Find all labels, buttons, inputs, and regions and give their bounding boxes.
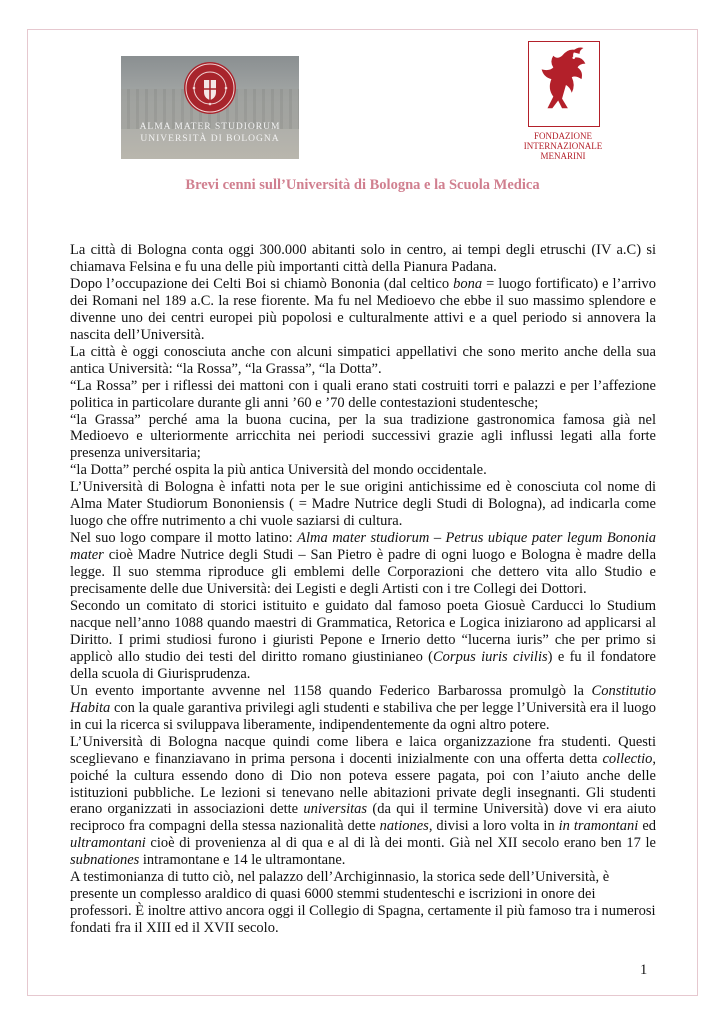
body-paragraph [70,344,656,378]
italic-text: Corpus iuris civilis [433,648,548,665]
body-paragraph [70,734,656,870]
italic-text: Alma mater studiorum – Petrus ubique pater legum Bononia mater [70,530,656,564]
paragraph-text: “La Rossa” per i riflessi dei mattoni con i quali erano stati costruiti torri e palazzi e per l’affezione politica in particolare durante gli anni ’60 e ’70 delle contestazioni studentesche; [70,377,656,411]
body-paragraph [70,479,656,530]
paragraph-text: Secondo un comitato di storici istituito e guidato dal famoso poeta Giosuè Carducci lo Studium nacque nell’anno 1088 quando maestri di Grammatica, Retorica e Logica iniziarono ad applicarsi al Diritto. I primi studiosi furono i giuristi Pepone e Irnerio detto “lucerna iuris” che per primo si applicò allo studio dei testi del diritto romano giustinianeo ( [70,598,656,665]
italic-text: bona [453,275,483,292]
paragraph-text: = luogo fortificato) e l’arrivo dei Romani nel 189 a.C. la rese fiorente. Ma fu nel Medioevo che ebbe il suo massimo splendore e divenne uno dei centri europei più popolosi e culturalmente attivi e a quel periodo si annovera la nascita dell’Università. [70,275,656,343]
body-paragraph [70,378,656,412]
paragraph-text: , poiché la cultura essendo dono di Dio non poteva essere pagata, poi con l’aiuto anche delle istituzioni pubbliche. Le lezioni si tenevano nelle abitazioni private degli insegnanti. Gli studenti erano organizzati in associazioni dette [70,750,656,818]
italic-text: subnationes [70,852,140,869]
paragraph-text: ) e fu il fondatore della scuola di Giurisprudenza. [70,648,656,682]
body-paragraph [70,683,656,734]
logo-line-2: UNIVERSITÀ DI BOLOGNA [140,134,280,144]
body-paragraph [70,462,656,479]
paragraph-text: La città è oggi conosciuta anche con alcuni simpatici appellativi che sono merito anche della sua antica Università: “la Rossa”, “la Grassa”, “la Dotta”. [70,343,656,377]
griffin-emblem-icon [528,41,600,127]
paragraph-text: Dopo l’occupazione dei Celti Boi si chiamò Bononia (dal celtico [70,275,454,292]
italic-text: ultramontani [70,835,146,852]
fondazione-line-1: FONDAZIONE [534,131,592,141]
paragraph-text: L’Università di Bologna è infatti nota per le sue origini antichissime ed è conosciuta col nome di Alma Mater Studiorum Bononiensis ( = Madre Nutrice degli Studi di Bologna), ad indicarla come luogo che offre nutrimento a chi vuole saziarsi di cultura. [70,479,656,530]
paragraph-text: “la Grassa” perché ama la buona cucina, per la sua tradizione gastronomica famosa già nel Medioevo e ulteriormente arricchita nei periodi successivi grazie agli influssi legati alla forte presenza universitaria; [70,411,656,462]
paragraph-text: “la Dotta” perché ospita la più antica Università del mondo occidentale. [70,462,487,479]
paragraph-text: L’Università di Bologna nacque quindi come libera e laica organizzazione fra studenti. Questi sceglievano e finanziavano in prima persona i docenti inizialmente con una offerta detta [70,733,656,767]
document-title: Brevi cenni sull’Università di Bologna e la Scuola Medica [185,177,540,193]
paragraph-text: intramontane e 14 le ultramontane. [139,852,346,869]
document-body [70,242,656,937]
paragraph-text: Nel suo logo compare il motto latino: [70,530,298,547]
italic-text: universitas [303,801,368,818]
fondazione-menarini-logo [523,41,603,161]
paragraph-text: (da qui il termine Università) dove vi era aiuto reciproco fra compagni della stessa nazionalità dette [70,801,656,835]
italic-text: nationes [379,818,429,835]
body-paragraph [70,412,656,463]
university-of-bologna-logo [121,56,299,159]
paragraph-text: Un evento importante avvenne nel 1158 quando Federico Barbarossa promulgò la [70,682,592,699]
italic-text: Constitutio Habita [70,682,656,716]
body-paragraph [70,242,656,276]
body-paragraph [70,530,656,598]
italic-text: collectio [602,750,653,767]
body-paragraph [70,598,656,683]
fondazione-line-3: MENARINI [540,151,586,161]
logo-line-1: ALMA MATER STUDIORUM [139,122,281,132]
paragraph-text: , divisi a loro volta in [428,818,559,835]
paragraph-text: A testimonianza di tutto ciò, nel palazzo dell’Archiginnasio, la storica sede dell’Università, è presente un complesso araldico di quasi 6000 stemmi studenteschi e iscrizioni in onore dei professori. È inoltre attivo ancora oggi il Collegio di Spagna, certamente il più famoso tra i numerosi fondati fra il XIII ed il XVII secolo. [70,869,656,937]
paragraph-text: La città di Bologna conta oggi 300.000 abitanti solo in centro, ai tempi degli etruschi (IV a.C) si chiamava Felsina e fu una delle più importanti città della Pianura Padana. [70,242,656,275]
university-seal-icon [182,60,238,116]
italic-text: in tramontani [558,818,639,835]
paragraph-text: cioè Madre Nutrice degli Studi – San Pietro è padre di ogni luogo e Bologna è madre della legge. Il suo stemma riproduce gli emblemi delle Corporazioni che dettero vita allo Studio e precisamente delle due Università: dei Legisti e degli Artisti con i tre Collegi dei Dottori. [70,547,656,598]
fondazione-line-2: INTERNAZIONALE [523,141,603,151]
paragraph-text: cioè di provenienza al di qua e al di là dei monti. Già nel XII secolo erano ben 17 le [145,835,656,852]
paragraph-text: ed [638,818,657,835]
body-paragraph [70,276,656,344]
body-paragraph [70,869,656,937]
page-number: 1 [640,962,648,978]
paragraph-text: con la quale garantiva privilegi agli studenti e stabiliva che per legge l’Università era il luogo in cui la ricerca si sviluppava liberamente, indipendentemente da ogni altro potere. [70,699,656,733]
